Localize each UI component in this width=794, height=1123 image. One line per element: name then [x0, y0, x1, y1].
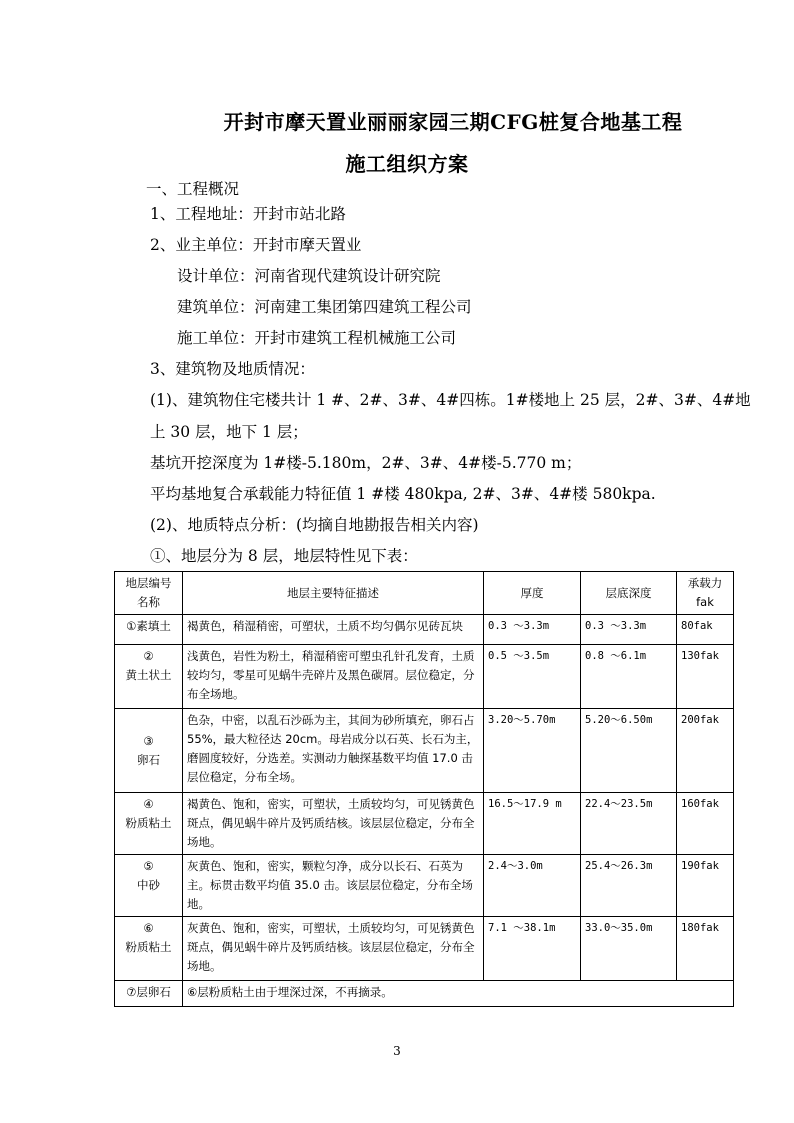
- item-execution-unit: 施工单位：开封市建筑工程机械施工公司: [177, 329, 457, 347]
- layer-description: 褐黄色，稍湿稍密，可塑状，土质不均匀偶尔见砖瓦块: [183, 615, 484, 645]
- item-buildings-geology: 3、建筑物及地质情况：: [150, 360, 315, 378]
- layer-name: [115, 917, 183, 981]
- layer-description: 浅黄色，岩性为粉土，稍湿稍密可塑虫孔针孔发育，土质较均匀，零星可见蜗牛壳碎片及黑色碳屑。层位稳定，分布全场地。: [183, 645, 484, 709]
- layer-label: 中砂: [137, 878, 160, 892]
- layer-thickness: 16.5～17.9 m: [484, 793, 581, 855]
- layer-bottom-depth: 5.20～6.50m: [581, 709, 677, 793]
- header-layer-name-line2: 名称: [137, 595, 160, 609]
- paragraph-buildings-line2: 上 30 层，地下 1 层；: [150, 423, 308, 441]
- layer-thickness: 2.4～3.0m: [484, 855, 581, 917]
- paragraph-strata-intro: ①、地层分为 8 层，地层特性见下表：: [150, 547, 418, 565]
- layer-bottom-depth: 0.3 ～3.3m: [581, 615, 677, 645]
- layer-fak: 80fak: [677, 615, 734, 645]
- table-row: [115, 645, 734, 709]
- layer-number: ③: [143, 733, 154, 748]
- item-project-address: 1、工程地址：开封市站北路: [150, 205, 346, 223]
- table-row: [115, 855, 734, 917]
- layer-number: ⑥: [143, 921, 154, 935]
- layer-label: 黄土状土: [125, 668, 172, 682]
- page-number: 3: [393, 1044, 401, 1058]
- layer-name: [115, 615, 183, 645]
- layer-thickness: 7.1 ～38.1m: [484, 917, 581, 981]
- document-title-line2: 施工组织方案: [345, 152, 469, 176]
- layer-fak: 160fak: [677, 793, 734, 855]
- header-bottom-depth: 层底深度: [581, 572, 677, 615]
- layer-description: 灰黄色、饱和，密实，颗粒匀净，成分以长石、石英为主。标贯击数平均值 35.0 击。该层层位稳定，分布全场地。: [183, 855, 484, 917]
- layer-bottom-depth: 22.4～23.5m: [581, 793, 677, 855]
- layer-thickness: 3.20～5.70m: [484, 709, 581, 793]
- layer-name: [115, 709, 183, 793]
- table-row: [115, 709, 734, 793]
- layer-label: 粉质粘土: [125, 816, 172, 830]
- header-thickness: 厚度: [484, 572, 581, 615]
- header-fak-line1: 承载力: [687, 576, 723, 590]
- layer-name: [115, 855, 183, 917]
- layer-fak: 130fak: [677, 645, 734, 709]
- layer-name: [115, 981, 183, 1007]
- header-bearing-capacity: [677, 572, 734, 615]
- layer-number: ②: [143, 649, 154, 663]
- layer-number: ⑤: [143, 859, 154, 873]
- header-description: 地层主要特征描述: [183, 572, 484, 615]
- layer-fak: 190fak: [677, 855, 734, 917]
- header-layer-name-line1: 地层编号: [125, 576, 172, 590]
- header-fak-line2: fak: [696, 595, 714, 609]
- layer-label: 卵石: [137, 752, 160, 767]
- paragraph-geology-analysis: (2)、地质特点分析：(均摘自地勘报告相关内容): [150, 516, 479, 534]
- layer-number: ④: [143, 797, 154, 811]
- layer-description: 灰黄色、饱和，密实，可塑状，土质较均匀，可见锈黄色斑点，偶见蜗牛碎片及钙质结核。该层层位稳定，分布全场地。: [183, 917, 484, 981]
- layer-number: ①素填土: [126, 619, 171, 633]
- paragraph-excavation-depth: 基坑开挖深度为 1#楼-5.180m，2#、3#、4#楼-5.770 m；: [150, 454, 582, 472]
- layer-thickness: 0.3 ～3.3m: [484, 615, 581, 645]
- item-owner-unit: 2、业主单位：开封市摩天置业: [150, 236, 362, 254]
- layer-description: ⑥层粉质粘土由于埋深过深，不再摘录。: [183, 981, 734, 1007]
- layer-bottom-depth: 25.4～26.3m: [581, 855, 677, 917]
- document-title-line1: 开封市摩天置业丽丽家园三期CFG桩复合地基工程: [223, 110, 683, 134]
- layer-label: 粉质粘土: [125, 940, 172, 954]
- paragraph-bearing-capacity: 平均基地复合承载能力特征值 1 #楼 480kpa, 2#、3#、4#楼 580kpa.: [150, 485, 656, 503]
- layer-description: 褐黄色、饱和，密实，可塑状，土质较均匀，可见锈黄色斑点，偶见蜗牛碎片及钙质结核。该层层位稳定，分布全场地。: [183, 793, 484, 855]
- table-header-row: [115, 572, 734, 615]
- layer-name: [115, 793, 183, 855]
- layer-thickness: 0.5 ～3.5m: [484, 645, 581, 709]
- section-heading-overview: 一、工程概况: [146, 180, 240, 198]
- layer-fak: 200fak: [677, 709, 734, 793]
- paragraph-buildings-line1: (1)、建筑物住宅楼共计 1 #、2#、3#、4#四栋。1#楼地上 25 层，2#、3#、4#地: [150, 391, 751, 409]
- layer-description: 色杂，中密，以乱石沙砾为主，其间为砂所填充，卵石占 55%，最大粒径达 20cm。母岩成分以石英、长石为主，磨圆度较好，分选差。实测动力触探基数平均值 17.0 击层位稳定，分布全场。: [183, 709, 484, 793]
- table-row: [115, 615, 734, 645]
- item-construction-unit: 建筑单位：河南建工集团第四建筑工程公司: [177, 298, 472, 316]
- layer-bottom-depth: 33.0～35.0m: [581, 917, 677, 981]
- strata-table: [114, 571, 734, 1007]
- table-row: [115, 917, 734, 981]
- header-layer-name: [115, 572, 183, 615]
- table-row: [115, 981, 734, 1007]
- layer-fak: 180fak: [677, 917, 734, 981]
- table-row: [115, 793, 734, 855]
- layer-number: ⑦层卵石: [126, 985, 171, 999]
- layer-name: [115, 645, 183, 709]
- layer-bottom-depth: 0.8 ～6.1m: [581, 645, 677, 709]
- item-design-unit: 设计单位：河南省现代建筑设计研究院: [177, 267, 441, 285]
